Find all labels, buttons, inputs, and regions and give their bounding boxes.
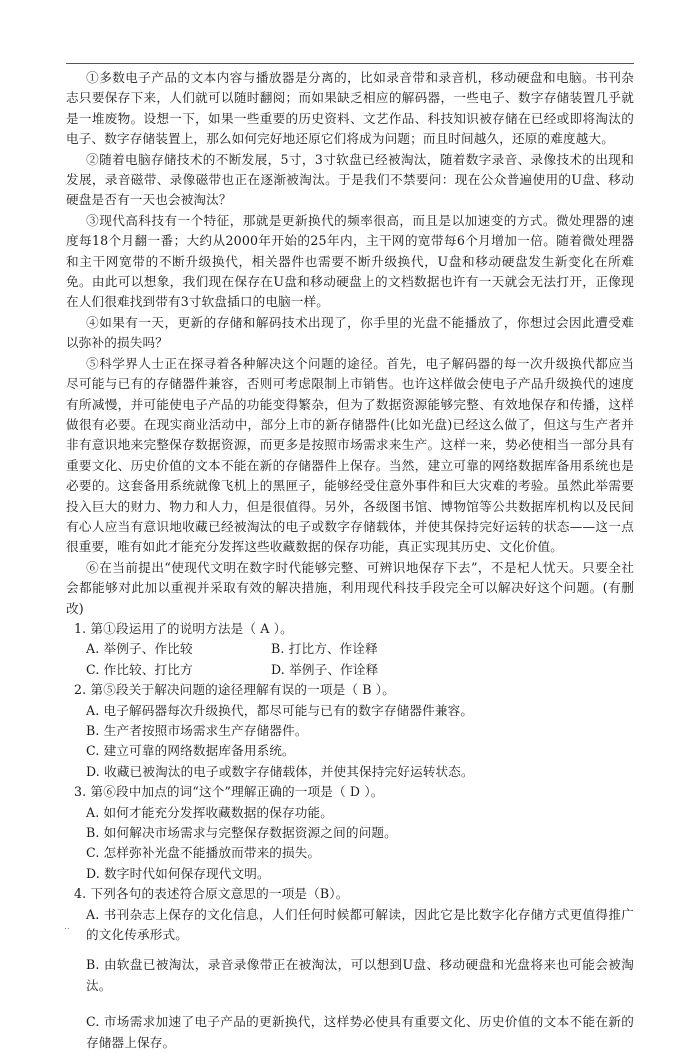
question-1-option-b: B. 打比方、作诠释 xyxy=(271,641,378,657)
paragraph-2: ②随着电脑存储技术的不断发展，5寸，3寸软盘已经被淘汰，随着数字录音、录像技术的出现和发展，录音磁带、录像磁带也正在逐渐被淘汰。于是我们不禁要问：现在公众普遍使用的U盘、移动硬盘是否有一天也会被淘汰？ xyxy=(66,151,634,208)
question-4-stem: 4. 下列各句的表述符合原文意思的一项是（B）。 xyxy=(74,886,349,902)
question-1-option-c: C. 作比较、打比方 xyxy=(86,661,193,677)
paragraph-1: ①多数电子产品的文本内容与播放器是分离的，比如录音带和录音机，移动硬盘和电脑。书刊杂志只要保存下来，人们就可以随时翻阅；而如果缺乏相应的解码器，一些电子、数字存储装置几乎就是一堆废物。设想一下，如果一些重要的历史资料、文艺作品、科技知识被存储在已经或即将淘汰的电子、数字存储装置上，那么如何完好地还原它们将成为问题；而且时间越久，还原的难度越大。 xyxy=(66,70,634,147)
question-3-option-d: D. 数字时代如何保存现代文明。 xyxy=(86,865,270,881)
question-3 xyxy=(66,782,634,884)
question-1-options-row-1 xyxy=(66,639,634,659)
question-4 xyxy=(66,884,634,1053)
question-3-stem: 3. 第⑥段中加点的词“这个”理解正确的一项是（ D ）。 xyxy=(74,784,384,800)
question-1-option-d: D. 举例子、作诠释 xyxy=(271,661,379,677)
question-3-option-a: A. 如何才能充分发挥收藏数据的保存功能。 xyxy=(86,804,333,820)
question-4-option-c: C. 市场需求加速了电子产品的更新换代，这样势必使具有重要文化、历史价值的文本不能在新的存储器上保存。 xyxy=(86,1014,634,1050)
question-1-option-a: A. 举例子、作比较 xyxy=(86,641,193,657)
paragraph-4: ④如果有一天，更新的存储和解码技术出现了，你手里的光盘不能播放了，你想过会因此遭受难以弥补的损失吗？ xyxy=(66,314,634,351)
question-1 xyxy=(66,619,634,680)
footer-mark: .. xyxy=(64,922,70,932)
question-4-option-a: A. 书刊杂志上保存的文化信息，人们任何时候都可解读，因此它是比数字化存储方式更值得推广的文化传承形式。 xyxy=(86,906,634,943)
question-4-option-b: B. 由软盘已被淘汰，录音录像带正在被淘汰，可以想到U盘、移动硬盘和光盘将来也可能会被淘汰。 xyxy=(86,957,634,993)
question-2-option-c: C. 建立可靠的网络数据库备用系统。 xyxy=(86,743,295,759)
question-2-option-a: A. 电子解码器每次升级换代，都尽可能与已有的数字存储器件兼容。 xyxy=(86,702,474,718)
paragraph-3: ③现代高科技有一个特征，那就是更新换代的频率很高，而且是以加速变的方式。微处理器的速度每18个月翻一番；大约从2000年开始的25年内，主干网的宽带每6个月增加一倍。随着微处理器和主干网宽带的不断升级换代，相关器件也需要不断升级换代，U盘和移动硬盘发生新变化在所难免。由此可以想象，我们现在保存在U盘和移动硬盘上的文档数据也许有一天就会无法打开，正像现在人们很难找到带有3寸软盘插口的电脑一样。 xyxy=(66,212,634,310)
spacer xyxy=(66,996,634,1012)
question-1-stem: 1. 第①段运用了的说明方法是（ A ）。 xyxy=(74,620,293,636)
question-2-stem: 2. 第⑤段关于解决问题的途径理解有误的一项是（ B ）。 xyxy=(74,682,395,698)
question-1-options-row-2 xyxy=(66,660,634,680)
question-2-option-b: B. 生产者按照市场需求生产存储器件。 xyxy=(86,723,308,738)
spacer xyxy=(66,945,634,955)
question-2 xyxy=(66,680,634,782)
document-body xyxy=(66,68,634,1053)
paragraph-6: ⑥在当前提出“使现代文明在数字时代能够完整、可辨识地保存下去”，不是杞人忧天。只要全社会都能够对此加以重视并采取有效的解决措施，利用现代科技手段完全可以解决好这个问题。(有删改) xyxy=(66,559,634,616)
question-2-option-d: D. 收藏已被淘汰的电子或数字存储载体，并使其保持完好运转状态。 xyxy=(86,763,474,779)
paragraph-5: ⑤科学界人士正在探寻着各种解决这个问题的途径。首先，电子解码器的每一次升级换代都应当尽可能与已有的存储器件兼容，否则可考虑限制上市销售。也许这样做会使电子产品升级换代的速度有所减慢，并可能使电子产品的功能变得繁杂，但为了数据资源能够完整、有效地保存和传播，这样做很有必要。在现实商业活动中，部分上市的新存储器件(比如光盘)已经这么做了，但这与生产者并非有意识地来完整保存数据资源，而更多是按照市场需求来生产。这样一来，势必使相当一部分具有重要文化、历史价值的文本不能在新的存储器件上保存。当然，建立可靠的网络数据库备用系统也是必要的。这套备用系统就像飞机上的黑匣子，能够经受住意外事件和巨大灾难的考验。虽然此举需要投入巨大的财力、物力和人力，但是很值得。另外，各级图书馆、博物馆等公共数据库机构以及民间有心人应当有意识地收藏已经被淘汰的电子或数字存储载体，并使其保持完好运转的状态——这一点很重要，唯有如此才能充分发挥这些收藏数据的保存功能，真正实现其历史、文化价值。 xyxy=(66,355,634,555)
header-rule xyxy=(66,63,634,64)
question-3-option-c: C. 怎样弥补光盘不能播放而带来的损失。 xyxy=(86,845,321,861)
question-3-option-b: B. 如何解决市场需求与完整保存数据资源之间的问题。 xyxy=(86,825,397,841)
